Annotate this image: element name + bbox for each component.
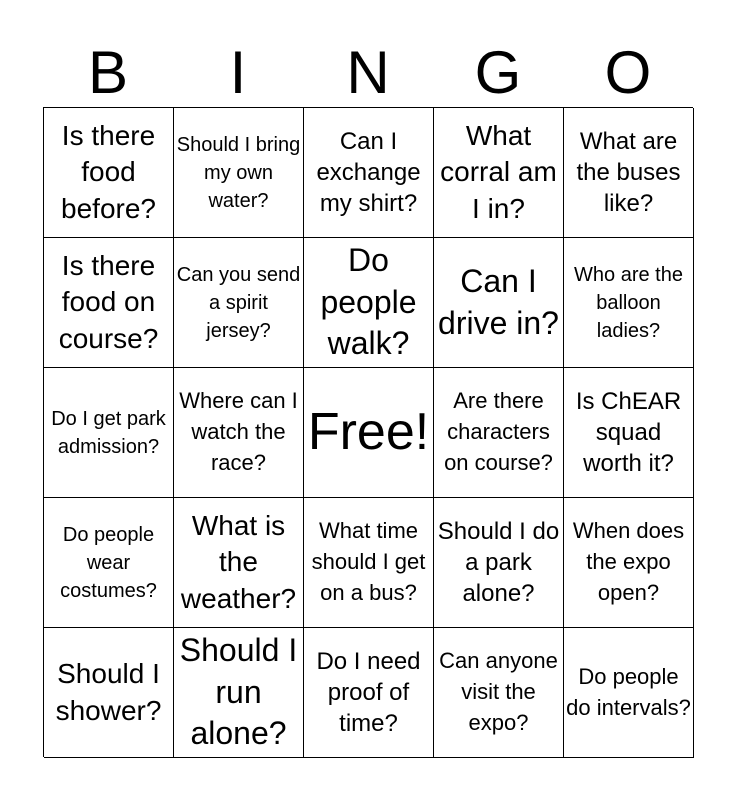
header-letter-i: I bbox=[229, 39, 247, 106]
bingo-cell[interactable]: Can you send a spirit jersey? bbox=[174, 238, 304, 368]
bingo-cell[interactable]: Do people walk? bbox=[304, 238, 434, 368]
bingo-cell[interactable]: Should I run alone? bbox=[174, 628, 304, 758]
bingo-cell[interactable]: What time should I get on a bus? bbox=[304, 498, 434, 628]
bingo-cell[interactable]: When does the expo open? bbox=[564, 498, 694, 628]
bingo-cell[interactable]: Can I exchange my shirt? bbox=[304, 108, 434, 238]
bingo-cell[interactable]: Should I do a park alone? bbox=[434, 498, 564, 628]
bingo-cell[interactable]: Can anyone visit the expo? bbox=[434, 628, 564, 758]
header-letter-n: N bbox=[346, 39, 390, 106]
bingo-cell[interactable]: Do people wear costumes? bbox=[44, 498, 174, 628]
bingo-cell[interactable]: Are there characters on course? bbox=[434, 368, 564, 498]
bingo-cell[interactable]: Is there food on course? bbox=[44, 238, 174, 368]
bingo-cell[interactable]: What corral am I in? bbox=[434, 108, 564, 238]
bingo-header bbox=[43, 38, 693, 108]
bingo-cell[interactable]: Do I get park admission? bbox=[44, 368, 174, 498]
header-letter-g: G bbox=[474, 39, 522, 106]
bingo-cell[interactable]: Can I drive in? bbox=[434, 238, 564, 368]
bingo-cell[interactable]: Do I need proof of time? bbox=[304, 628, 434, 758]
bingo-cell[interactable]: What are the buses like? bbox=[564, 108, 694, 238]
bingo-cell[interactable]: What is the weather? bbox=[174, 498, 304, 628]
bingo-cell[interactable]: Is ChEAR squad worth it? bbox=[564, 368, 694, 498]
bingo-cell[interactable]: Who are the balloon ladies? bbox=[564, 238, 694, 368]
bingo-cell[interactable]: Is there food before? bbox=[44, 108, 174, 238]
bingo-cell[interactable]: Should I shower? bbox=[44, 628, 174, 758]
bingo-cell[interactable]: Should I bring my own water? bbox=[174, 108, 304, 238]
free-space[interactable]: Free! bbox=[304, 368, 434, 498]
bingo-cell[interactable]: Where can I watch the race? bbox=[174, 368, 304, 498]
header-letter-b: B bbox=[87, 39, 129, 106]
header-letter-o: O bbox=[604, 39, 652, 106]
bingo-card bbox=[43, 107, 693, 757]
bingo-cell[interactable]: Do people do intervals? bbox=[564, 628, 694, 758]
